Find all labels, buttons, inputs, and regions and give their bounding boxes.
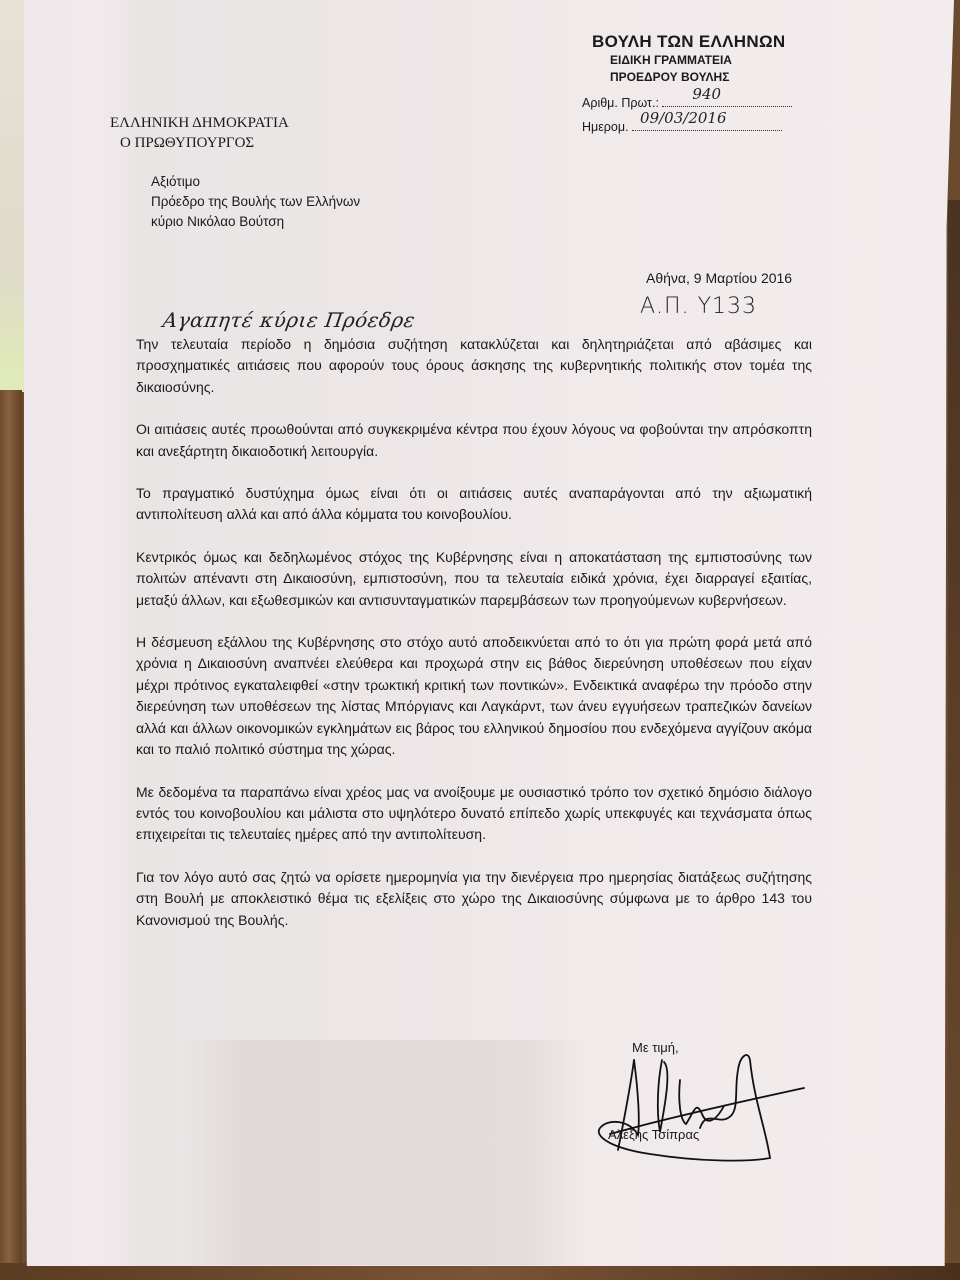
stamp-date-value: 09/03/2016 — [640, 109, 727, 127]
sender-line-1: ΕΛΛΗΝΙΚΗ ΔΗΜΟΚΡΑΤΙΑ — [110, 115, 289, 131]
wooden-desk-right — [948, 200, 960, 1280]
wooden-desk-left — [0, 390, 22, 1280]
sender-header — [110, 113, 289, 153]
protocol-label: Αριθμ. Πρωτ.: — [582, 96, 659, 110]
stamp-subtitle-2: ΠΡΟΕΔΡΟΥ ΒΟΥΛΗΣ — [610, 70, 730, 84]
signer-name: Αλέξης Τσίπρας — [608, 1127, 700, 1142]
paragraph: Οι αιτιάσεις αυτές προωθούνται από συγκεκριμένα κέντρα που έχουν λόγους να φοβούνται την απρόσκοπτη και ανεξάρτητη δικαιοδοτική λειτουργία. — [136, 421, 812, 459]
protocol-field — [662, 85, 792, 107]
closing-phrase: Με τιμή, — [632, 1040, 679, 1055]
handwritten-reference: Α.Π. Υ133 — [640, 294, 758, 319]
stamp-protocol-row — [582, 85, 822, 110]
paper-fold-shadow — [185, 1040, 585, 1265]
stamp-title: ΒΟΥΛΗ ΤΩΝ ΕΛΛΗΝΩΝ — [592, 32, 786, 51]
addressee-block — [151, 172, 360, 232]
paragraph: Το πραγματικό δυστύχημα όμως είναι ότι οι αιτιάσεις αυτές αναπαράγονται από την αξιωματική αντιπολίτευση αλλά και από άλλα κόμματα του κοινοβουλίου. — [136, 485, 812, 523]
stamp-subtitle-1: ΕΙΔΙΚΗ ΓΡΑΜΜΑΤΕΙΑ — [610, 53, 732, 67]
parliament-stamp — [582, 32, 822, 134]
addressee-line-1: Αξιότιμο — [151, 174, 200, 189]
letter-body — [136, 334, 812, 952]
paragraph: Για τον λόγο αυτό σας ζητώ να ορίσετε ημερομηνία για την διενέργεια προ ημερησίας διατάξεως συζήτησης στη Βουλή με αποκλειστικό θέμα τις εξελίξεις στο χώρο της Δικαιοσύνης σύμφωνα με το άρθρο 143 του Κανονισμού της Βουλής. — [136, 868, 812, 928]
paragraph: Με δεδομένα τα παραπάνω είναι χρέος μας να ανοίξουμε με ουσιαστικό τρόπο τον σχετικό δημόσιο διάλογο εντός του κοινοβουλίου και μάλιστα στο υψηλότερο δυνατό επίπεδο χωρίς υπεκφυγές και τεχνάσματα όπως επιχειρείται τις τελευταίες ημέρες από την αντιπολίτευση. — [136, 783, 812, 843]
protocol-number: 940 — [692, 85, 722, 103]
addressee-line-2: Πρόεδρο της Βουλής των Ελλήνων — [151, 194, 361, 209]
stamp-date-row — [582, 109, 822, 134]
stamp-date-field — [632, 109, 782, 131]
addressee-line-3: κύριο Νικόλαο Βούτση — [151, 214, 285, 229]
handwritten-salutation: Αγαπητέ κύριε Πρόεδρε — [161, 308, 417, 332]
stamp-date-label: Ημερομ. — [582, 120, 629, 134]
paragraph: Η δέσμευση εξάλλου της Κυβέρνησης στο στόχο αυτό αποδεικνύεται από το ότι για πρώτη φορά μετά από χρόνια η Δικαιοσύνη αναπνέει ελεύθερα και προχωρά στην εις βάθος διερεύνηση υποθέσεων που είχαν μέχρι πρότινος εγκαταλειφθεί «στην τρωκτική κριτική των ποντικών». Ενδεικτικά αναφέρω την πρόοδο στην διερεύνηση των υποθέσεων της λίστας Μπόργιανς και Λαγκάρντ, των άνευ εγγυήσεων τραπεζικών δανείων αλλά και άλλων οικονομικών εγκλημάτων εις βάρος του ελληνικού δημοσίου που ενδεχόμενα αγγίζουν ακόμα και το παλιό πολιτικό σύστημα της χώρας. — [136, 634, 812, 758]
paragraph: Την τελευταία περίοδο η δημόσια συζήτηση κατακλύζεται και δηλητηριάζεται από αβάσιμες και προσχηματικές αιτιάσεις που αφορούν τους όρους άσκησης της κυβερνητικής πολιτικής στον τομέα της δικαιοσύνης. — [136, 336, 812, 395]
place-date: Αθήνα, 9 Μαρτίου 2016 — [646, 270, 793, 286]
sender-line-2: Ο ΠΡΩΘΥΠΟΥΡΓΟΣ — [120, 135, 255, 151]
paragraph: Κεντρικός όμως και δεδηλωμένος στόχος της Κυβέρνησης είναι η αποκατάσταση της εμπιστοσύνης των πολιτών απέναντι στη Δικαιοσύνη, εμπιστοσύνη, που τα τελευταία ειδικά χρόνια, έχει διαρραγεί εξαιτίας, μεταξύ άλλων, και εξωθεσμικών και αντισυνταγματικών παρεμβάσεων των προηγούμενων κυβερνήσεων. — [136, 548, 812, 608]
signature-icon — [590, 1040, 810, 1165]
